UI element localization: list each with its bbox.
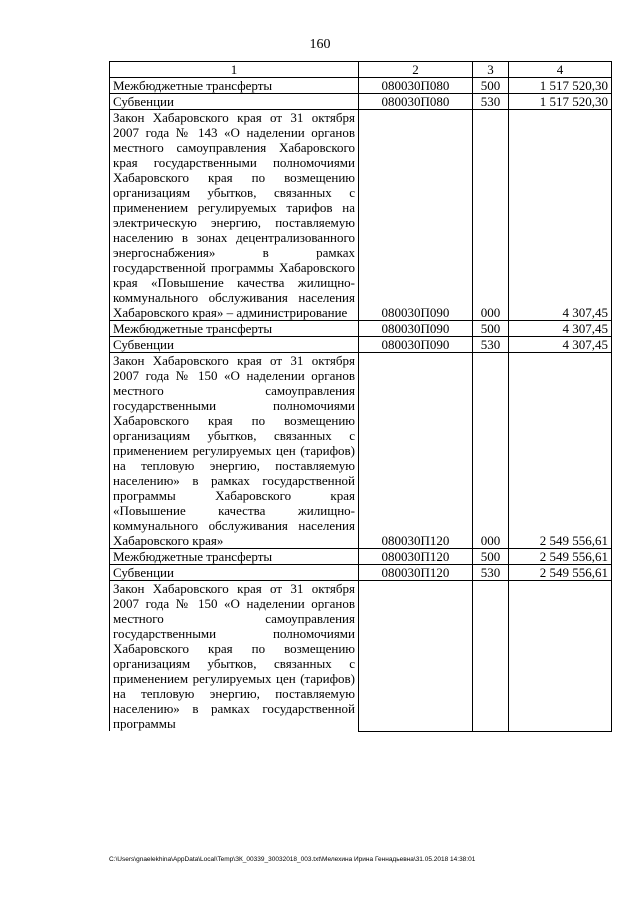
column-header-3: 3	[473, 62, 509, 78]
row-type: 000	[473, 110, 509, 321]
column-header-2: 2	[359, 62, 473, 78]
row-name: Межбюджетные трансферты	[110, 78, 359, 94]
row-code: 080030П080	[359, 94, 473, 110]
row-code: 080030П120	[359, 353, 473, 549]
row-name: Закон Хабаровского края от 31 октября 2007 года № 150 «О наделении органов местного самоуправления государственными полномочиями Хабаровского края по возмещению организациям убытков, связанных с применением регулируемых цен (тарифов) на тепловую энергию, поставляемую населению» в рамках государственной программы Хабаровского края «Повышение качества жилищно-коммунального обслуживания населения Хабаровского края»	[110, 353, 359, 549]
table-row	[110, 581, 612, 732]
page-number: 160	[309, 37, 331, 52]
row-amount: 2 549 556,61	[509, 549, 612, 565]
table-header-row	[110, 62, 612, 78]
table-row	[110, 565, 612, 581]
row-code: 080030П090	[359, 337, 473, 353]
row-amount: 1 517 520,30	[509, 78, 612, 94]
row-amount: 2 549 556,61	[509, 353, 612, 549]
table-row	[110, 110, 612, 321]
row-name: Межбюджетные трансферты	[110, 321, 359, 337]
row-amount: 1 517 520,30	[509, 94, 612, 110]
row-type: 530	[473, 337, 509, 353]
row-code	[359, 581, 473, 732]
row-type: 500	[473, 549, 509, 565]
row-code: 080030П080	[359, 78, 473, 94]
row-name: Субвенции	[110, 337, 359, 353]
row-type: 000	[473, 353, 509, 549]
budget-table	[109, 61, 612, 732]
column-header-4: 4	[509, 62, 612, 78]
row-code: 080030П120	[359, 549, 473, 565]
row-name: Межбюджетные трансферты	[110, 549, 359, 565]
row-amount	[509, 581, 612, 732]
table-row	[110, 321, 612, 337]
row-amount: 4 307,45	[509, 110, 612, 321]
row-code: 080030П090	[359, 321, 473, 337]
table-row	[110, 353, 612, 549]
row-type: 500	[473, 78, 509, 94]
row-type	[473, 581, 509, 732]
row-name: Закон Хабаровского края от 31 октября 2007 года № 150 «О наделении органов местного самоуправления государственными полномочиями Хабаровского края по возмещению организациям убытков, связанных с применением регулируемых цен (тарифов) на тепловую энергию, поставляемую населению» в рамках государственной программы	[110, 581, 359, 732]
table-row	[110, 337, 612, 353]
row-amount: 4 307,45	[509, 321, 612, 337]
row-name: Субвенции	[110, 94, 359, 110]
row-amount: 2 549 556,61	[509, 565, 612, 581]
row-amount: 4 307,45	[509, 337, 612, 353]
row-type: 530	[473, 94, 509, 110]
row-code: 080030П090	[359, 110, 473, 321]
row-type: 530	[473, 565, 509, 581]
table-row	[110, 94, 612, 110]
row-name: Закон Хабаровского края от 31 октября 2007 года № 143 «О наделении органов местного самоуправления Хабаровского края государственными полномочиями Хабаровского края по возмещению организациям убытков, связанных с применением регулируемых тарифов на электрическую энергию, поставляемую населению в зонах децентрализованного энергоснабжения» в рамках государственной программы Хабаровского края «Повышение качества жилищно-коммунального обслуживания населения Хабаровского края» – администрирование	[110, 110, 359, 321]
table-row	[110, 549, 612, 565]
row-code: 080030П120	[359, 565, 473, 581]
row-type: 500	[473, 321, 509, 337]
table-row	[110, 78, 612, 94]
column-header-1: 1	[110, 62, 359, 78]
footer-file-path: C:\Users\gnaelekhina\AppData\Local\Temp\ЗК_00339_30032018_003.txt\Мелехина Ирина Геннадьевна\31.05.2018 14:38:01	[109, 856, 476, 863]
row-name: Субвенции	[110, 565, 359, 581]
